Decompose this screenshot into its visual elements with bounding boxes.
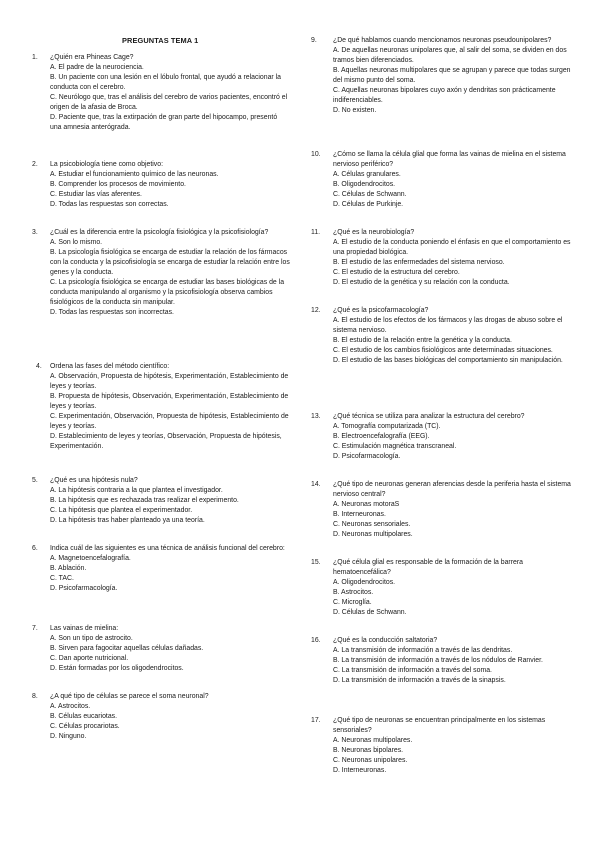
option-c: C. La transmisión de información a través del soma. (333, 667, 492, 674)
question-number: 3. (32, 229, 38, 236)
question-number: 13. (311, 413, 321, 420)
question-14 (311, 480, 573, 545)
question-stem: ¿Qué es la conducción saltatoria? (333, 637, 438, 644)
question-number: 8. (32, 693, 38, 700)
question-stem: ¿Cómo se llama la célula glial que forma las vainas de mielina en el sistema nervioso periférico? (333, 151, 566, 168)
option-c: C. Microglía. (333, 599, 372, 606)
question-6 (32, 544, 290, 609)
option-d: D. Interneuronas. (333, 767, 387, 774)
question-number: 14. (311, 481, 321, 488)
option-a: A. Neuronas motoraS (333, 501, 400, 508)
option-a: A. Son lo mismo. (50, 239, 103, 246)
option-b: B. La psicología fisiológica se encarga de estudiar la relación de los fármacos con la conducta y la psicofisiología se encarga de estudiar la relación entre los genes y la conducta. (50, 249, 290, 276)
option-b: B. Aquellas neuronas multipolares que se agrupan y parece que todas surgen del mismo punto del soma. (333, 67, 571, 84)
question-stem: ¿Qué es la psicofarmacología? (333, 307, 429, 314)
question-stem: ¿Qué tipo de neuronas se encuentran principalmente en los sistemas sensoriales? (333, 717, 546, 734)
question-number: 11. (311, 229, 321, 236)
question-number: 10. (311, 151, 321, 158)
option-c: C. Neuronas sensoriales. (333, 521, 411, 528)
option-a: A. El estudio de los efectos de los fármacos y las drogas de abuso sobre el sistema nervioso. (333, 317, 563, 334)
question-stem: ¿Qué es la neurobiología? (333, 229, 415, 236)
option-d: D. El estudio de las bases biológicas del comportamiento sin manipulación. (333, 357, 563, 364)
question-stem: Indica cuál de las siguientes es una técnica de análisis funcional del cerebro: (50, 545, 285, 552)
option-b: B. El estudio de la relación entre la genética y la conducta. (333, 337, 512, 344)
question-stem: Las vainas de mielina: (50, 625, 119, 632)
question-number: 12. (311, 307, 321, 314)
option-b: B. Astrocitos. (333, 589, 374, 596)
option-c: C. TAC. (50, 575, 74, 582)
option-d: D. Células de Schwann. (333, 609, 407, 616)
option-a: A. Son un tipo de astrocito. (50, 635, 133, 642)
question-9 (311, 36, 573, 141)
question-number: 4. (36, 363, 42, 370)
question-stem: ¿A qué tipo de células se parece el soma neuronal? (50, 693, 209, 700)
option-c: C. Células de Schwann. (333, 191, 407, 198)
option-a: A. Astrocitos. (50, 703, 91, 710)
option-a: A. El estudio de la conducta poniendo el énfasis en que el comportamiento es una propiedad biológica. (333, 239, 571, 256)
question-10 (311, 150, 573, 215)
option-d: D. Establecimiento de leyes y teorías, Observación, Propuesta de hipótesis, Experimentación. (50, 433, 282, 450)
question-number: 6. (32, 545, 38, 552)
option-c: C. Aquellas neuronas bipolares cuyo axón y dendritas son prácticamente indiferenciables. (333, 87, 556, 104)
option-c: C. Experimentación, Observación, Propuesta de hipótesis, Establecimiento de leyes y teorías. (50, 413, 289, 430)
question-number: 17. (311, 717, 321, 724)
question-stem: ¿Qué célula glial es responsable de la formación de la barrera hematoencefálica? (333, 559, 523, 576)
option-b: B. La hipótesis que es rechazada tras realizar el experimento. (50, 497, 239, 504)
option-a: A. Oligodendrocitos. (333, 579, 396, 586)
question-11 (311, 228, 573, 293)
option-b: B. Comprender los procesos de movimiento. (50, 181, 186, 188)
option-d: D. Psicofarmacología. (50, 585, 118, 592)
question-stem: ¿Qué técnica se utiliza para analizar la estructura del cerebro? (333, 413, 525, 420)
question-17 (311, 716, 573, 791)
option-d: D. Están formadas por los oligodendrocitos. (50, 665, 184, 672)
option-d: D. Psicofarmacología. (333, 453, 401, 460)
option-b: B. Sirven para fagocitar aquellas células dañadas. (50, 645, 204, 652)
option-a: A. Neuronas multipolares. (333, 737, 413, 744)
option-a: A. Tomografía computarizada (TC). (333, 423, 441, 430)
question-number: 7. (32, 625, 38, 632)
option-c: C. El estudio de la estructura del cerebro. (333, 269, 460, 276)
option-c: C. Estimulación magnética transcraneal. (333, 443, 457, 450)
option-d: D. Todas las respuestas son correctas. (50, 201, 169, 208)
document-title: PREGUNTAS TEMA 1 (122, 36, 199, 45)
option-a: A. La transmisión de información a través de las dendritas. (333, 647, 513, 654)
option-d: D. Ninguno. (50, 733, 87, 740)
option-c: C. Neuronas unipolares. (333, 757, 408, 764)
question-number: 5. (32, 477, 38, 484)
option-b: B. Un paciente con una lesión en el lóbulo frontal, que ayudó a relacionar la conducta con el cerebro. (50, 74, 281, 91)
option-c: C. Dan aporte nutricional. (50, 655, 129, 662)
option-c: C. Neurólogo que, tras el análisis del cerebro de varios pacientes, encontró el origen de la afasia de Broca. (50, 94, 288, 111)
question-stem: ¿Qué es una hipótesis nula? (50, 477, 138, 484)
option-a: A. Magnetoencefalografía. (50, 555, 131, 562)
question-stem: ¿Cuál es la diferencia entre la psicología fisiológica y la psicofisiología? (50, 229, 269, 236)
question-number: 2. (32, 161, 38, 168)
option-c: C. El estudio de los cambios fisiológicos ante determinadas situaciones. (333, 347, 553, 354)
option-b: B. Células eucariotas. (50, 713, 118, 720)
option-a: A. El padre de la neurociencia. (50, 64, 144, 71)
question-8 (32, 692, 290, 747)
question-16 (311, 636, 573, 701)
option-b: B. La transmisión de información a través de los nódulos de Ranvier. (333, 657, 543, 664)
option-a: A. Observación, Propuesta de hipótesis, Experimentación, Establecimiento de leyes y teorías. (50, 373, 289, 390)
option-a: A. Células granulares. (333, 171, 401, 178)
question-12 (311, 306, 573, 381)
option-c: C. La psicología fisiológica se encarga de estudiar las bases biológicas de la conducta manipulando al organismo y la psicofisiología observa cambios fisiológicos de la conducta sin manipular. (50, 279, 285, 306)
question-2 (32, 160, 290, 215)
question-4 (36, 362, 290, 457)
option-d: D. Neuronas multipolares. (333, 531, 413, 538)
option-b: B. Ablación. (50, 565, 87, 572)
question-stem: ¿Quién era Phineas Cage? (50, 54, 134, 61)
question-stem: Ordena las fases del método científico: (50, 363, 170, 370)
question-15 (311, 558, 573, 623)
option-d: D. No existen. (333, 107, 377, 114)
question-13 (311, 412, 573, 467)
option-a: A. Estudiar el funcionamiento químico de las neuronas. (50, 171, 219, 178)
option-b: B. Oligodendrocitos. (333, 181, 396, 188)
option-b: B. Neuronas bipolares. (333, 747, 404, 754)
option-a: A. De aquellas neuronas unipolares que, al salir del soma, se dividen en dos tramos bien diferenciados. (333, 47, 567, 64)
option-d: D. Todas las respuestas son incorrectas. (50, 309, 174, 316)
option-b: B. Interneuronas. (333, 511, 386, 518)
question-3 (32, 228, 290, 353)
question-number: 9. (311, 37, 317, 44)
option-b: B. Electroencefalografía (EEG). (333, 433, 430, 440)
option-d: D. Paciente que, tras la extirpación de gran parte del hipocampo, presentó una amnesia anterógrada. (50, 114, 278, 131)
option-d: D. La hipótesis tras haber planteado ya una teoría. (50, 517, 205, 524)
option-c: C. La hipótesis que plantea el experimentador. (50, 507, 193, 514)
question-stem: ¿De qué hablamos cuando mencionamos neuronas pseudounipolares? (333, 37, 552, 44)
option-d: D. El estudio de la genética y su relación con la conducta. (333, 279, 510, 286)
question-number: 15. (311, 559, 321, 566)
option-a: A. La hipótesis contraria a la que plantea el investigador. (50, 487, 223, 494)
option-c: C. Estudiar las vías aferentes. (50, 191, 142, 198)
option-c: C. Células procariotas. (50, 723, 120, 730)
question-5 (32, 476, 290, 531)
option-b: B. Propuesta de hipótesis, Observación, Experimentación, Establecimiento de leyes y teorías. (50, 393, 289, 410)
question-number: 1. (32, 54, 38, 61)
option-b: B. El estudio de las enfermedades del sistema nervioso. (333, 259, 505, 266)
option-d: D. Células de Purkinje. (333, 201, 404, 208)
question-number: 16. (311, 637, 321, 644)
question-stem: ¿Qué tipo de neuronas generan aferencias desde la periferia hasta el sistema nervioso central? (333, 481, 571, 498)
question-stem: La psicobiología tiene como objetivo: (50, 161, 164, 168)
option-d: D. La transmisión de información a través de la sinapsis. (333, 677, 506, 684)
question-7 (32, 624, 290, 679)
question-1 (32, 53, 290, 153)
